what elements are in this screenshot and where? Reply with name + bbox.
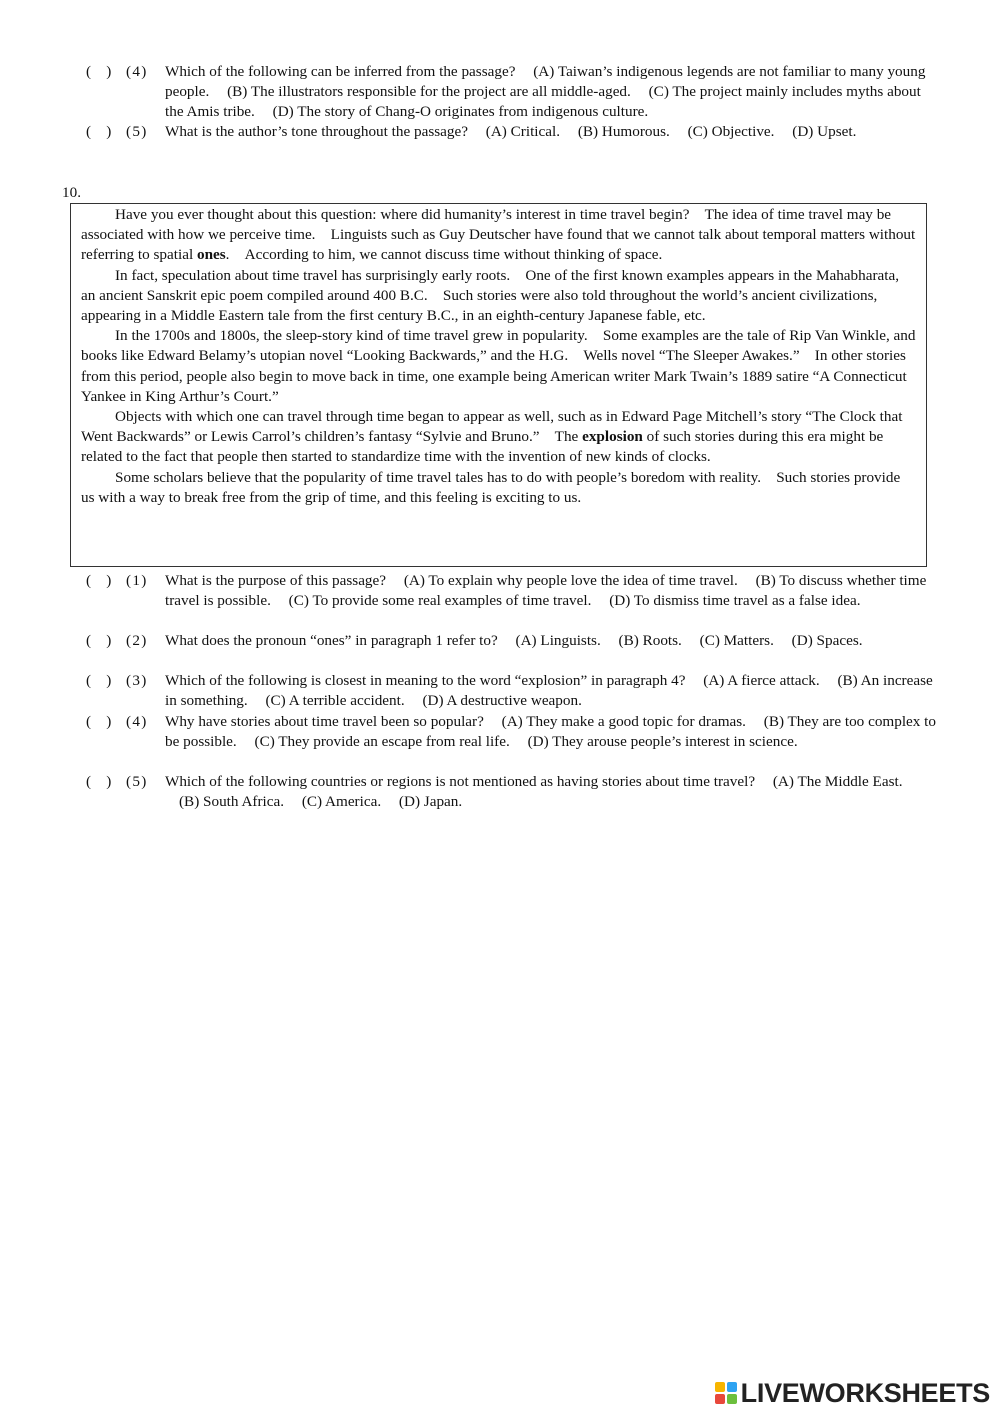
logo-square-2 xyxy=(727,1382,737,1392)
answer-blank[interactable]: ( ) xyxy=(86,713,112,730)
option-d: (D) To dismiss time travel as a false idea. xyxy=(609,592,861,610)
question-body xyxy=(165,712,936,752)
question-body xyxy=(165,671,936,711)
reading-passage xyxy=(70,203,927,567)
option-c: (C) Matters. xyxy=(699,632,774,649)
question-body xyxy=(165,772,936,812)
question-number: ( 1 ) xyxy=(126,572,147,589)
question-text: Why have stories about time travel been so popular? xyxy=(165,713,484,730)
question-text: Which of the following can be inferred from the passage? xyxy=(165,63,516,80)
answer-blank[interactable]: ( ) xyxy=(86,672,112,689)
option-a: (A) Linguists. xyxy=(515,632,601,649)
liveworksheets-logo xyxy=(715,1377,990,1408)
option-b: (B) Humorous. xyxy=(577,123,670,140)
question-text: Which of the following countries or regions is not mentioned as having stories about time travel? xyxy=(165,773,756,790)
option-b: (B) Roots. xyxy=(618,632,682,649)
option-a: (A) The Middle East. xyxy=(772,773,903,790)
question-text: What is the author’s tone throughout the passage? xyxy=(165,123,468,140)
option-b: (B) To discuss whether time travel is possible. xyxy=(165,572,927,610)
option-d: (D) Upset. xyxy=(792,123,857,140)
question-number: ( 5 ) xyxy=(126,123,147,140)
question-text: What is the purpose of this passage? xyxy=(165,572,387,589)
option-c: (C) America. xyxy=(301,793,382,811)
answer-blank[interactable]: ( ) xyxy=(86,773,112,790)
passage-paragraph-4 xyxy=(81,407,916,468)
passage-text: Have you ever thought about this question: where did humanity’s interest in time travel begin? The idea of time travel may be associated with how we perceive time. Linguists such as Guy Deutscher have found that we cannot talk about temporal matters without referring to spatial xyxy=(81,206,916,264)
question-body xyxy=(165,122,936,142)
question-5 xyxy=(86,772,936,812)
answer-blank[interactable]: ( ) xyxy=(86,632,112,649)
question-body xyxy=(165,571,936,611)
question-body xyxy=(165,631,936,651)
prev-question-4 xyxy=(86,62,936,123)
bold-word-ones: ones xyxy=(196,246,226,264)
passage-text: of such stories during this era might be related to the fact that people then started to standardize time with the invention of new kinds of clocks. xyxy=(81,428,884,466)
question-3 xyxy=(86,671,936,711)
logo-square-3 xyxy=(715,1394,725,1404)
option-b: (B) The illustrators responsible for the project are all middle-aged. xyxy=(227,83,631,101)
question-number: ( 4 ) xyxy=(126,63,147,80)
passage-paragraph-5: Some scholars believe that the popularity of time travel tales has to do with people’s boredom with reality. Such stories provide us with a way to break free from the grip of time, and this feeling is exciting to us. xyxy=(81,468,901,506)
answer-blank[interactable]: ( ) xyxy=(86,572,112,589)
question-number: ( 4 ) xyxy=(126,713,147,730)
option-c: (C) Objective. xyxy=(687,123,775,140)
passage-text: . According to him, we cannot discuss time without thinking of space. xyxy=(225,246,663,264)
option-a: (A) Taiwan’s indigenous legends are not familiar to many young people. xyxy=(165,63,926,101)
passage-paragraph-1 xyxy=(81,205,916,266)
answer-blank[interactable]: ( ) xyxy=(86,63,112,80)
option-d: (D) The story of Chang-O originates from indigenous culture. xyxy=(272,103,649,121)
option-c: (C) A terrible accident. xyxy=(265,692,405,710)
question-number: ( 5 ) xyxy=(126,773,147,790)
question-1 xyxy=(86,571,936,611)
option-c: (C) They provide an escape from real life. xyxy=(254,733,510,751)
question-text: Which of the following is closest in meaning to the word “explosion” in paragraph 4? xyxy=(165,672,686,689)
answer-blank[interactable]: ( ) xyxy=(86,123,112,140)
passage-paragraph-3: In the 1700s and 1800s, the sleep-story kind of time travel grew in popularity. Some examples are the tale of Rip Van Winkle, and books like Edward Belamy’s utopian novel “Looking Backwards,” and the H.G. Wells novel “The Sleeper Awakes.” In other stories from this period, people also begin to move back in time, one example being American writer Mark Twain’s 1889 satire “A Connecticut Yankee in King Arthur’s Court.” xyxy=(81,327,916,405)
option-d: (D) Japan. xyxy=(398,793,463,811)
option-a: (A) A fierce attack. xyxy=(703,672,820,689)
option-d: (D) They arouse people’s interest in science. xyxy=(527,733,798,751)
option-a: (A) They make a good topic for dramas. xyxy=(501,713,746,730)
question-number: ( 3 ) xyxy=(126,672,147,689)
option-b: (B) They are too complex to be possible. xyxy=(165,713,936,751)
question-2 xyxy=(86,631,936,651)
option-a: (A) To explain why people love the idea of time travel. xyxy=(403,572,738,589)
option-c: (C) To provide some real examples of time travel. xyxy=(288,592,592,610)
logo-square-1 xyxy=(715,1382,725,1392)
question-4 xyxy=(86,712,936,752)
logo-mark-icon xyxy=(715,1382,737,1404)
option-d: (D) Spaces. xyxy=(791,632,863,649)
logo-square-4 xyxy=(727,1394,737,1404)
bold-word-explosion: explosion xyxy=(582,428,643,446)
logo-wordmark: LIVEWORKSHEETS xyxy=(740,1377,990,1408)
question-body xyxy=(165,62,936,123)
option-c: (C) The project mainly includes myths about the Amis tribe. xyxy=(165,83,921,121)
option-b: (B) An increase in something. xyxy=(165,672,933,710)
option-b: (B) South Africa. xyxy=(179,793,285,811)
question-group-number: 10. xyxy=(62,184,81,201)
question-number: ( 2 ) xyxy=(126,632,147,649)
passage-text: Objects with which one can travel through time began to appear as well, such as in Edward Page Mitchell’s story “The Clock that Went Backwards” or Lewis Carrol’s children’s fantasy “Sylvie and Bruno.” The xyxy=(81,408,903,446)
option-a: (A) Critical. xyxy=(485,123,561,140)
option-d: (D) A destructive weapon. xyxy=(422,692,582,710)
prev-question-5 xyxy=(86,122,936,142)
question-text: What does the pronoun “ones” in paragraph 1 refer to? xyxy=(165,632,498,649)
passage-paragraph-2: In fact, speculation about time travel has surprisingly early roots. One of the first known examples appears in the Mahabharata, an ancient Sanskrit epic poem compiled around 400 B.C. Such stories were also told throughout the world’s ancient civilizations, appearing in a Middle Eastern tale from the first century B.C., in an eighth-century Japanese fable, etc. xyxy=(81,266,900,325)
